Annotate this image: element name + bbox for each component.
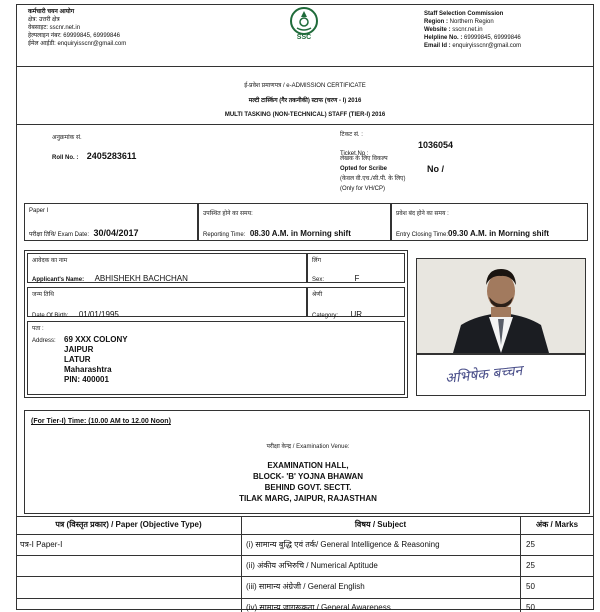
roll-value: 2405283611: [86, 151, 137, 161]
entry-value: 09.30 A.M. in Morning shift: [448, 229, 550, 238]
ticket-value: 1036054: [418, 140, 454, 150]
title-line2: मल्टी टास्किंग (गैर तकनीकी) स्टाफ (चरण - I) 2016: [248, 98, 362, 104]
table-row-subject: (iv) सामान्य जागरूकता / General Awareness: [246, 603, 391, 612]
entry-closing-box: [391, 203, 588, 241]
venue-lines: [25, 460, 591, 504]
table-row-paper: पत्र-I Paper-I: [20, 540, 63, 549]
candidate-photo: [417, 259, 585, 353]
exam-date-value: 30/04/2017: [93, 228, 139, 238]
reporting-label-en: Reporting Time:: [203, 232, 246, 238]
paper-label: Paper I: [29, 208, 49, 214]
venue-box: [24, 410, 590, 514]
venue-label: परीक्षा केन्द्र / Examination Venue:: [266, 444, 350, 450]
website-label: Website :: [424, 27, 451, 33]
name-row: [32, 268, 188, 286]
region-label: Region :: [424, 19, 448, 25]
header-left-line: कर्मचारी चयन आयोग: [28, 9, 75, 15]
category-cell: [307, 287, 405, 317]
sex-value: F: [354, 274, 360, 283]
header-left-line: हेल्पलाइन नंबर: 69999845, 69999846: [28, 33, 121, 39]
sex-cell: [307, 253, 405, 283]
helpline-value: 69999845, 69999846: [464, 35, 521, 41]
table-line: [16, 534, 594, 535]
title-divider: [16, 124, 594, 125]
exam-date-box: [24, 203, 198, 241]
header-divider: [16, 66, 594, 67]
address-label-hi: पता :: [32, 326, 44, 332]
entry-label-en: Entry Closing Time:: [396, 232, 449, 238]
scribe-value: No /: [427, 164, 444, 174]
reporting-label-hi: उपस्थित होने का समय:: [203, 211, 253, 217]
table-line: [16, 516, 594, 517]
entry-row: [396, 223, 588, 241]
table-line: [16, 576, 594, 577]
venue-line: BLOCK- 'B' YOJNA BHAWAN: [252, 472, 364, 481]
table-row-marks: 25: [526, 540, 535, 549]
header-left: [28, 8, 218, 48]
table-row-marks: 25: [526, 561, 535, 570]
reporting-box: [198, 203, 391, 241]
name-label-hi: आवेदक का नाम: [32, 258, 68, 264]
header-left-line: वेबसाइट: sscnr.net.in: [28, 25, 81, 31]
venue-line: EXAMINATION HALL,: [267, 461, 349, 470]
header-right: [424, 10, 589, 50]
sex-label-hi: लिंग: [312, 258, 322, 264]
exam-date-row: [29, 223, 195, 241]
email-value: enquiryisscnr@gmail.com: [452, 43, 522, 49]
name-value: ABHISHEKH BACHCHAN: [94, 274, 188, 283]
table-header-marks: अंक / Marks: [535, 520, 579, 529]
address-lines: [64, 335, 128, 385]
category-value: UR: [350, 310, 363, 319]
roll-row: [52, 146, 136, 164]
header-left-line: ईमेल आईडी: enquiryisscnr@gmail.com: [28, 41, 127, 47]
table-line: [16, 555, 594, 556]
dob-row: [32, 304, 119, 322]
ssc-logo: [288, 6, 320, 44]
name-label-en: Applicant's Name:: [32, 277, 85, 283]
table-row-marks: 50: [526, 603, 535, 612]
address-label-en: Address:: [32, 338, 56, 344]
address-line: 69 XXX COLONY: [64, 335, 128, 344]
table-line: [241, 516, 242, 612]
category-label-hi: श्रेणी: [312, 292, 323, 298]
dob-label-hi: जन्म तिथि: [32, 292, 54, 298]
table-row-subject: (ii) अंकीय अभिरुचि / Numerical Aptitude: [246, 561, 378, 570]
roll-label-en: Roll No. :: [52, 155, 79, 161]
header-right-title: Staff Selection Commission: [424, 11, 504, 17]
scribe-label-hi: लेखक के लिए विकल्प: [340, 156, 388, 162]
venue-line: BEHIND GOVT. SECTT.: [264, 483, 352, 492]
ssc-logo-text: SSC: [296, 34, 312, 41]
website-value: sscnr.net.in: [452, 27, 483, 33]
scribe-label-en2: (Only for VH/CP): [340, 186, 386, 192]
table-line: [520, 516, 521, 612]
table-row-subject: (i) सामान्य बुद्धि एवं तर्क/ General Intelligence & Reasoning: [246, 540, 440, 549]
candidate-signature: अभिषेक बच्चन: [444, 362, 524, 387]
dob-value: 01/01/1995: [78, 310, 119, 319]
table-row-marks: 50: [526, 582, 535, 591]
table-line: [16, 598, 594, 599]
sex-label-en: Sex:: [312, 277, 325, 283]
scribe-label-en: Opted for Scribe: [340, 166, 388, 172]
ticket-label-en: Ticket No :: [340, 151, 369, 157]
dob-label-en: Date Of Birth:: [32, 313, 69, 319]
subject-table: [16, 516, 594, 612]
table-row-subject: (iii) सामान्य अंग्रेजी / General English: [246, 582, 365, 591]
tier-time: (For Tier-I) Time: (10.00 AM to 12.00 Noon): [31, 418, 171, 425]
scribe-label-hi2: (केवल वी.एच./सी.पी. के लिए): [340, 176, 406, 182]
venue-line: TILAK MARG, JAIPUR, RAJASTHAN: [239, 494, 377, 503]
sex-row: [312, 268, 359, 286]
region-value: Northern Region: [449, 19, 494, 25]
roll-label-hi: अनुक्रमांक सं.: [52, 135, 82, 141]
name-cell: [27, 253, 307, 283]
reporting-value: 08.30 A.M. in Morning shift: [249, 229, 351, 238]
header-left-line: क्षेत्र: उत्तरी क्षेत्र: [28, 17, 60, 23]
title-line3: MULTI TASKING (NON-TECHNICAL) STAFF (TIER-I) 2016: [224, 112, 386, 118]
category-row: [312, 304, 362, 322]
table-header-subject: विषय / Subject: [354, 520, 407, 529]
address-line: JAIPUR: [64, 345, 94, 354]
photo-box: [416, 258, 586, 354]
title-line1: ई-प्रवेश प्रमाणपत्र / e-ADMISSION CERTIFICATE: [244, 83, 366, 89]
dob-cell: [27, 287, 307, 317]
reporting-row: [203, 223, 391, 241]
address-cell: [27, 321, 405, 395]
exam-date-label: परीक्षा तिथि/ Exam Date:: [29, 232, 89, 238]
ticket-label-hi: टिकट सं. :: [340, 132, 363, 138]
entry-label-hi: प्रवेश बंद होने का समय :: [396, 211, 449, 217]
address-line: PIN: 400001: [64, 375, 109, 384]
helpline-label: Helpline No. :: [424, 35, 463, 41]
table-header-paper: पत्र (विस्तृत प्रकार) / Paper (Objective Type): [55, 520, 202, 529]
address-line: LATUR: [64, 355, 91, 364]
address-line: Maharashtra: [64, 365, 112, 374]
email-label: Email Id :: [424, 43, 451, 49]
category-label-en: Category:: [312, 313, 339, 319]
signature-box: [416, 354, 586, 396]
